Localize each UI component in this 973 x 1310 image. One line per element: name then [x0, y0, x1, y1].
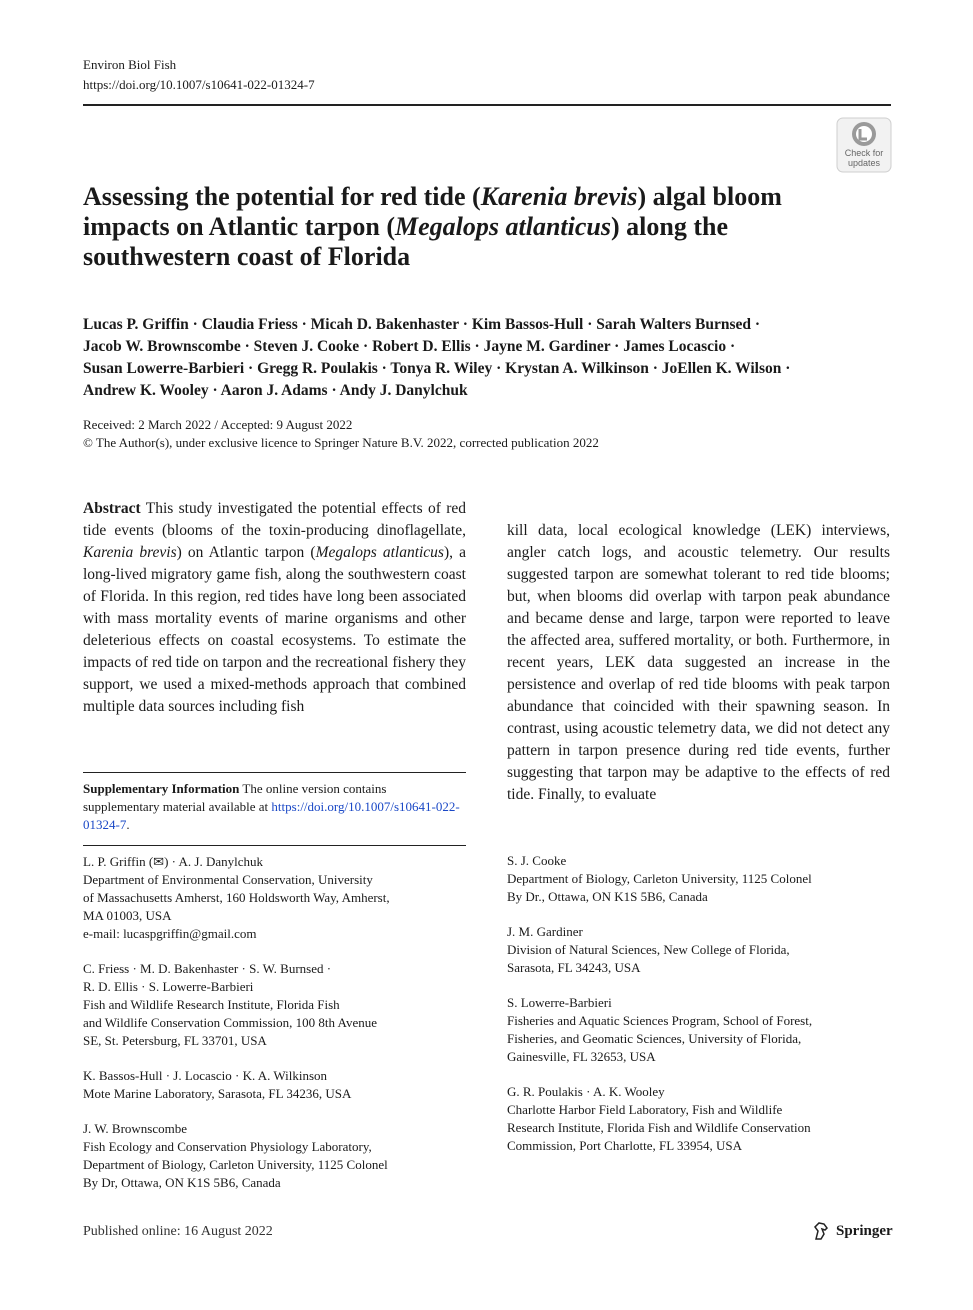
supplementary-info: Supplementary Information The online version contains supplementary material available at https://doi.org/10.1007/s10641-022-01324-7.	[83, 781, 460, 832]
publisher-logo	[812, 1221, 893, 1241]
affiliation-rule	[83, 845, 466, 846]
abstract-right-column: kill data, local ecological knowledge (LEK) interviews, angler catch logs, and acoustic telemetry. Our results suggested tarpon are somewhat tolerant to red tide blooms; but, when blooms did overlap with tarpon peak abundance and became dense and large, tarpon were reported to leave the affected area, suffered mortality, or both. Furthermore, in recent years, LEK data suggested an increase in the persistence and overlap of red tide blooms with peak tarpon abundance that coincided with their spawning season. In contrast, using acoustic telemetry data, we did not detect any pattern in tarpon presence during red tide events, further suggesting that tarpon may be adaptive to the effects of red tide. Finally, to evaluate	[507, 522, 890, 803]
published-date: Published online: 16 August 2022	[83, 1224, 273, 1239]
publisher-name: Springer	[836, 1223, 893, 1239]
article-title: Assessing the potential for red tide (Karenia brevis) algal bloom impacts on Atlantic tarpon (Megalops atlanticus) along the southwestern coast of Florida	[83, 182, 782, 271]
author-line: Susan Lowerre-Barbieri · Gregg R. Poulakis · Tonya R. Wiley · Krystan A. Wilkinson · JoEllen K. Wilson ·	[83, 360, 791, 377]
affiliation-block: J. W. Brownscombe Fish Ecology and Conservation Physiology Laboratory, Department of Biology, Carleton University, 1125 Colonel By Dr, Ottawa, ON K1S 5B6, Canada	[83, 1121, 388, 1190]
springer-horse-icon	[812, 1221, 830, 1241]
author-line: Jacob W. Brownscombe · Steven J. Cooke · Robert D. Ellis · Jayne M. Gardiner · James Locascio ·	[83, 338, 736, 355]
header-rule	[83, 104, 891, 106]
badge-line1: Check for	[844, 148, 884, 158]
affiliation-block: L. P. Griffin (✉) · A. J. Danylchuk Department of Environmental Conservation, University of Massachusetts Amherst, 160 Holdsworth Way, Amherst, MA 01003, USA e-mail: lucaspgriffin@gmail.com	[83, 853, 466, 943]
copyright: © The Author(s), under exclusive licence to Springer Nature B.V. 2022, corrected publication 2022	[83, 435, 599, 450]
badge-line2: updates	[847, 158, 881, 168]
abstract-heading: Abstract	[83, 500, 141, 517]
journal-header	[83, 55, 315, 95]
journal-name: Environ Biol Fish	[83, 57, 177, 72]
check-for-updates-badge[interactable]	[836, 117, 892, 173]
supplementary-heading: Supplementary Information	[83, 781, 240, 796]
email[interactable]: e-mail: lucaspgriffin@gmail.com	[83, 926, 257, 941]
affiliation-block: J. M. Gardiner Division of Natural Sciences, New College of Florida, Sarasota, FL 34243, USA	[507, 924, 790, 975]
affiliation-block: S. J. Cooke Department of Biology, Carleton University, 1125 Colonel By Dr., Ottawa, ON K1S 5B6, Canada	[507, 853, 812, 904]
affiliation-block: C. Friess · M. D. Bakenhaster · S. W. Burnsed · R. D. Ellis · S. Lowerre-Barbieri Fish and Wildlife Research Institute, Florida Fish and Wildlife Conservation Commission, 100 8th Avenue SE, St. Petersburg, FL 33701, USA	[83, 961, 377, 1048]
abstract-left-column: Abstract This study investigated the potential effects of red tide events (blooms of the toxin-producing dinoflagellate, Karenia brevis) on Atlantic tarpon (Megalops atlanticus), a long-lived migratory game fish, along the southwestern coast of Florida. In this region, red tides have long been associated with mass mortality events of marine organisms and other deleterious effects on coastal ecosystems. To estimate the impacts of red tide on tarpon and the recreational fishery they support, we used a mixed-methods approach that combined multiple data sources including fish	[83, 500, 466, 715]
affiliation-block: G. R. Poulakis · A. K. Wooley Charlotte Harbor Field Laboratory, Fish and Wildlife Research Institute, Florida Fish and Wildlife Conservation Commission, Port Charlotte, FL 33954, USA	[507, 1084, 811, 1153]
author-line: Lucas P. Griffin · Claudia Friess · Micah D. Bakenhaster · Kim Bassos-Hull · Sarah Walters Burnsed ·	[83, 316, 761, 333]
author-list	[83, 314, 893, 402]
supplementary-rule	[83, 772, 466, 773]
author-line: Andrew K. Wooley · Aaron J. Adams · Andy J. Danylchuk	[83, 382, 468, 399]
affiliation-block: K. Bassos-Hull · J. Locascio · K. A. Wilkinson Mote Marine Laboratory, Sarasota, FL 34236, USA	[83, 1068, 352, 1101]
dates-block	[83, 416, 893, 452]
received-accepted: Received: 2 March 2022 / Accepted: 9 August 2022	[83, 417, 353, 432]
supplementary-link[interactable]: https://doi.org/10.1007/s10641-022-01324-7	[83, 799, 460, 832]
affiliation-block: S. Lowerre-Barbieri Fisheries and Aquatic Sciences Program, School of Forest, Fisheries, and Geomatic Sciences, University of Florida, Gainesville, FL 32653, USA	[507, 995, 813, 1064]
doi-link[interactable]: https://doi.org/10.1007/s10641-022-01324-7	[83, 77, 315, 92]
